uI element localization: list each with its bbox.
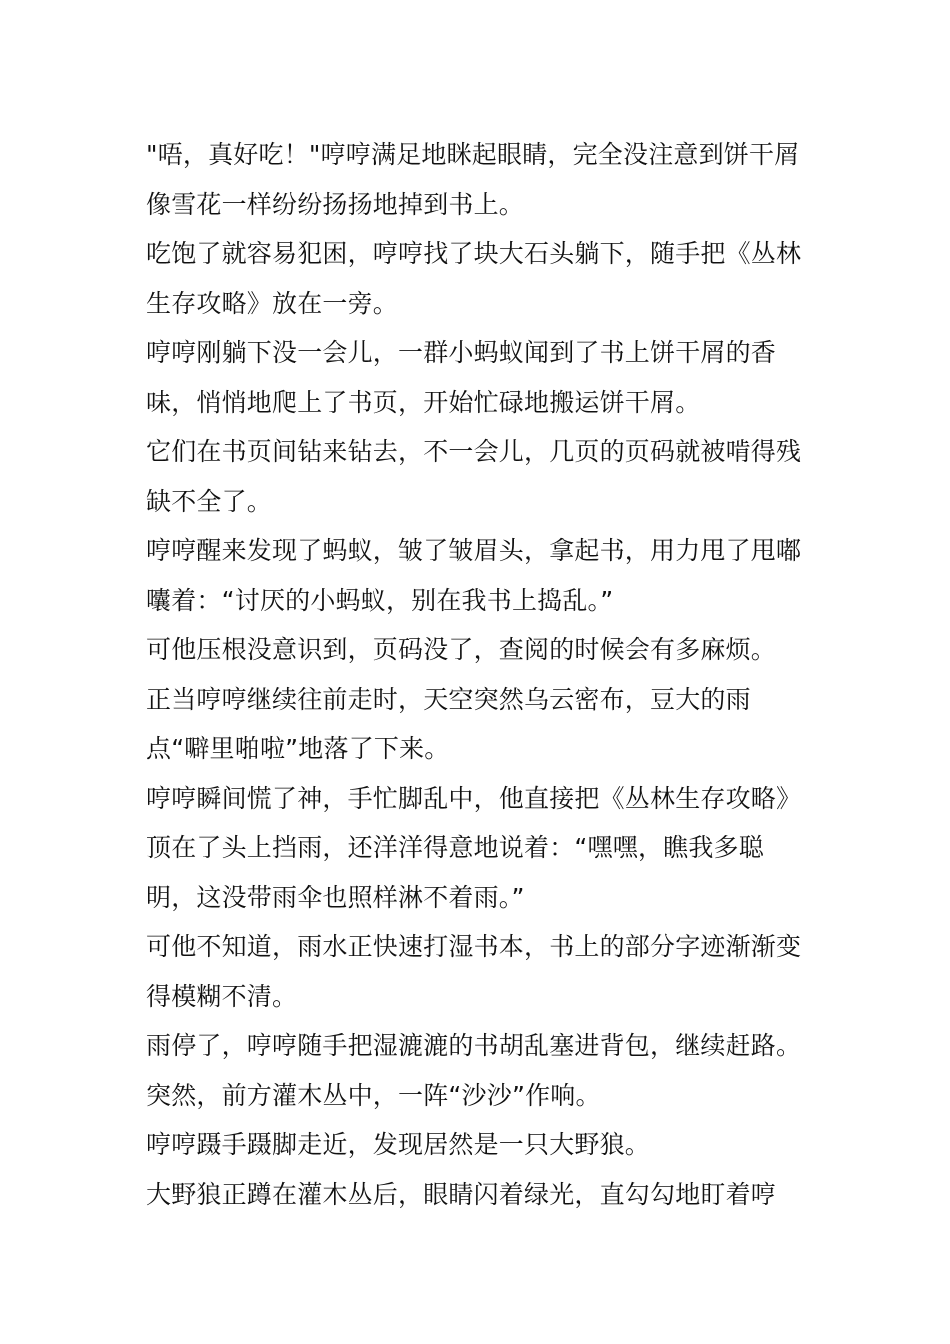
paragraph-9: 可他不知道，雨水正快速打湿书本，书上的部分字迹渐渐变得模糊不清。 <box>146 932 802 1011</box>
paragraph-10: 雨停了，哼哼随手把湿漉漉的书胡乱塞进背包，继续赶路。 <box>146 1031 802 1060</box>
paragraph-1: "唔，真好吃！"哼哼满足地眯起眼睛，完全没注意到饼干屑像雪花一样纷纷扬扬地掉到书上。 <box>146 140 800 219</box>
paragraph-4: 它们在书页间钻来钻去，不一会儿，几页的页码就被啃得残缺不全了。 <box>146 437 802 516</box>
paragraph-12: 哼哼蹑手蹑脚走近，发现居然是一只大野狼。 <box>146 1130 651 1159</box>
paragraph-3: 哼哼刚躺下没一会儿，一群小蚂蚁闻到了书上饼干屑的香味，悄悄地爬上了书页，开始忙碌地搬运饼干屑。 <box>146 338 777 417</box>
paragraph-11: 突然，前方灌木丛中，一阵“沙沙”作响。 <box>146 1080 601 1110</box>
paragraph-8: 哼哼瞬间慌了神，手忙脚乱中，他直接把《丛林生存攻略》顶在了头上挡雨，还洋洋得意地说着：“嘿嘿，瞧我多聪明，这没带雨伞也照样淋不着雨。” <box>146 783 802 912</box>
paragraph-5: 哼哼醒来发现了蚂蚁，皱了皱眉头，拿起书，用力甩了甩嘟囔着：“讨厌的小蚂蚁，别在我书上捣乱。” <box>146 536 802 615</box>
paragraph-13: 大野狼正蹲在灌木丛后，眼睛闪着绿光，直勾勾地盯着哼 <box>146 1179 777 1209</box>
paragraph-6: 可他压根没意识到，页码没了，查阅的时候会有多麻烦。 <box>146 635 777 664</box>
story-text <box>146 130 811 1219</box>
paragraph-2: 吃饱了就容易犯困，哼哼找了块大石头躺下，随手把《丛林生存攻略》放在一旁。 <box>146 239 802 318</box>
paragraph-7: 正当哼哼继续往前走时，天空突然乌云密布，豆大的雨点“噼里啪啦”地落了下来。 <box>146 684 751 763</box>
